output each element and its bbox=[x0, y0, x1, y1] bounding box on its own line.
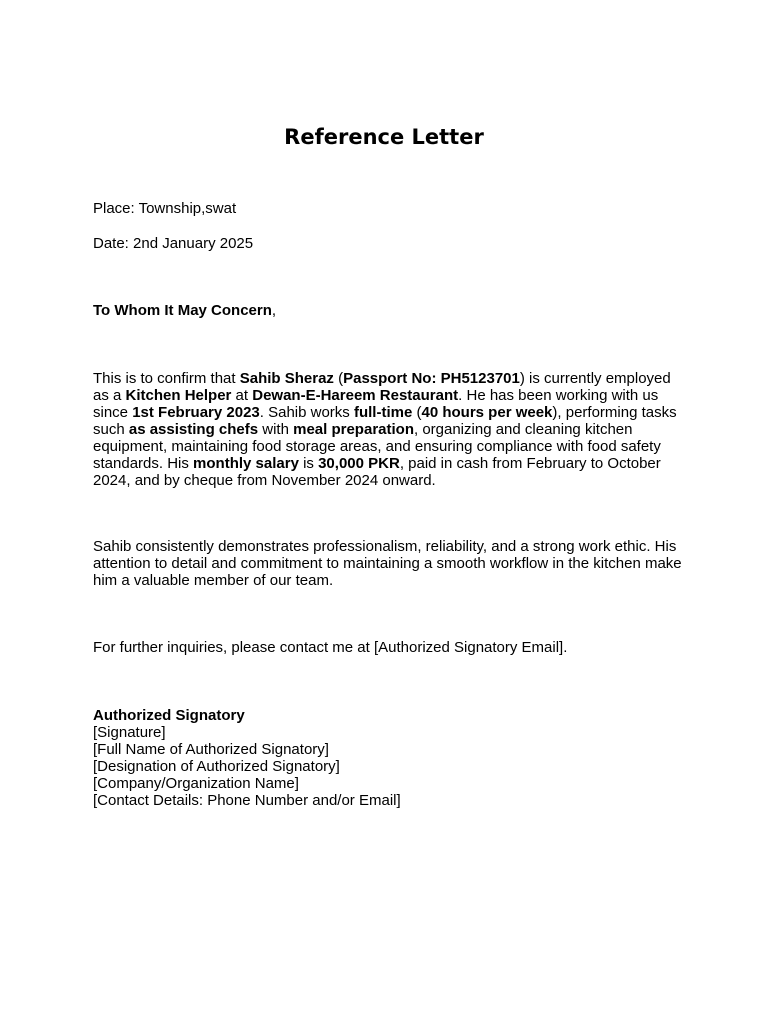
para1-segment-bold: 1st February 2023 bbox=[132, 404, 260, 421]
para1-segment: . Sahib works bbox=[259, 404, 354, 421]
para1-segment-bold: Kitchen Helper bbox=[125, 387, 232, 404]
paragraph-character: Sahib consistently demonstrates professionalism, reliability, and a strong work ethic. His attention to detail and commitment to maintaining a smooth workflow in the kitchen make him a valuable member of our team. bbox=[93, 538, 682, 589]
para1-segment-bold: monthly salary bbox=[193, 455, 299, 472]
para1-segment-bold: 40 hours per week bbox=[421, 404, 553, 421]
para1-segment: , paid in cash from February to October 2024, and by cheque from November 2024 onward. bbox=[93, 455, 661, 489]
para1-segment: This is to confirm that bbox=[93, 370, 240, 387]
para1-segment-bold: as assisting chefs bbox=[128, 421, 259, 438]
signatory-designation-placeholder: [Designation of Authorized Signatory] bbox=[93, 758, 340, 775]
para1-segment-bold: Dewan-E-Hareem Restaurant bbox=[252, 387, 459, 404]
para1-segment: is bbox=[298, 455, 319, 472]
para1-segment: ( bbox=[412, 404, 422, 421]
place-line: Place: Township,swat bbox=[93, 200, 237, 217]
para1-segment: with bbox=[258, 421, 294, 438]
contact-details-placeholder: [Contact Details: Phone Number and/or Email] bbox=[93, 792, 401, 809]
para1-segment: , organizing and cleaning kitchen equipment, maintaining food storage areas, and ensuring compliance with food safety standards. His bbox=[93, 421, 661, 472]
signature-heading: Authorized Signatory bbox=[93, 707, 245, 724]
para1-segment-bold: Passport No: PH5123701 bbox=[343, 370, 520, 387]
company-name-placeholder: [Company/Organization Name] bbox=[93, 775, 299, 792]
para1-segment-bold: 30,000 PKR bbox=[318, 455, 400, 472]
signatory-name-placeholder: [Full Name of Authorized Signatory] bbox=[93, 741, 329, 758]
paragraph-inquiries: For further inquiries, please contact me at [Authorized Signatory Email]. bbox=[93, 639, 568, 656]
signature-block bbox=[93, 707, 683, 809]
letter-title: Reference Letter bbox=[284, 125, 484, 149]
para1-segment: ( bbox=[333, 370, 344, 387]
para1-segment-bold: full-time bbox=[353, 404, 413, 421]
para1-segment-bold: Sahib Sheraz bbox=[239, 370, 334, 387]
signature-placeholder: [Signature] bbox=[93, 724, 166, 741]
para1-segment: . He has been working with us since bbox=[93, 387, 659, 421]
para1-segment: ) is currently employed as a bbox=[93, 370, 671, 404]
date-line: Date: 2nd January 2025 bbox=[93, 235, 254, 252]
para1-segment: at bbox=[231, 387, 253, 404]
para1-segment: ), performing tasks such bbox=[93, 404, 677, 438]
salutation-text: To Whom It May Concern bbox=[93, 302, 272, 319]
para1-segment-bold: meal preparation bbox=[293, 421, 414, 438]
paragraph-employment-details bbox=[93, 370, 683, 489]
salutation-comma: , bbox=[271, 302, 277, 319]
salutation bbox=[93, 302, 683, 319]
